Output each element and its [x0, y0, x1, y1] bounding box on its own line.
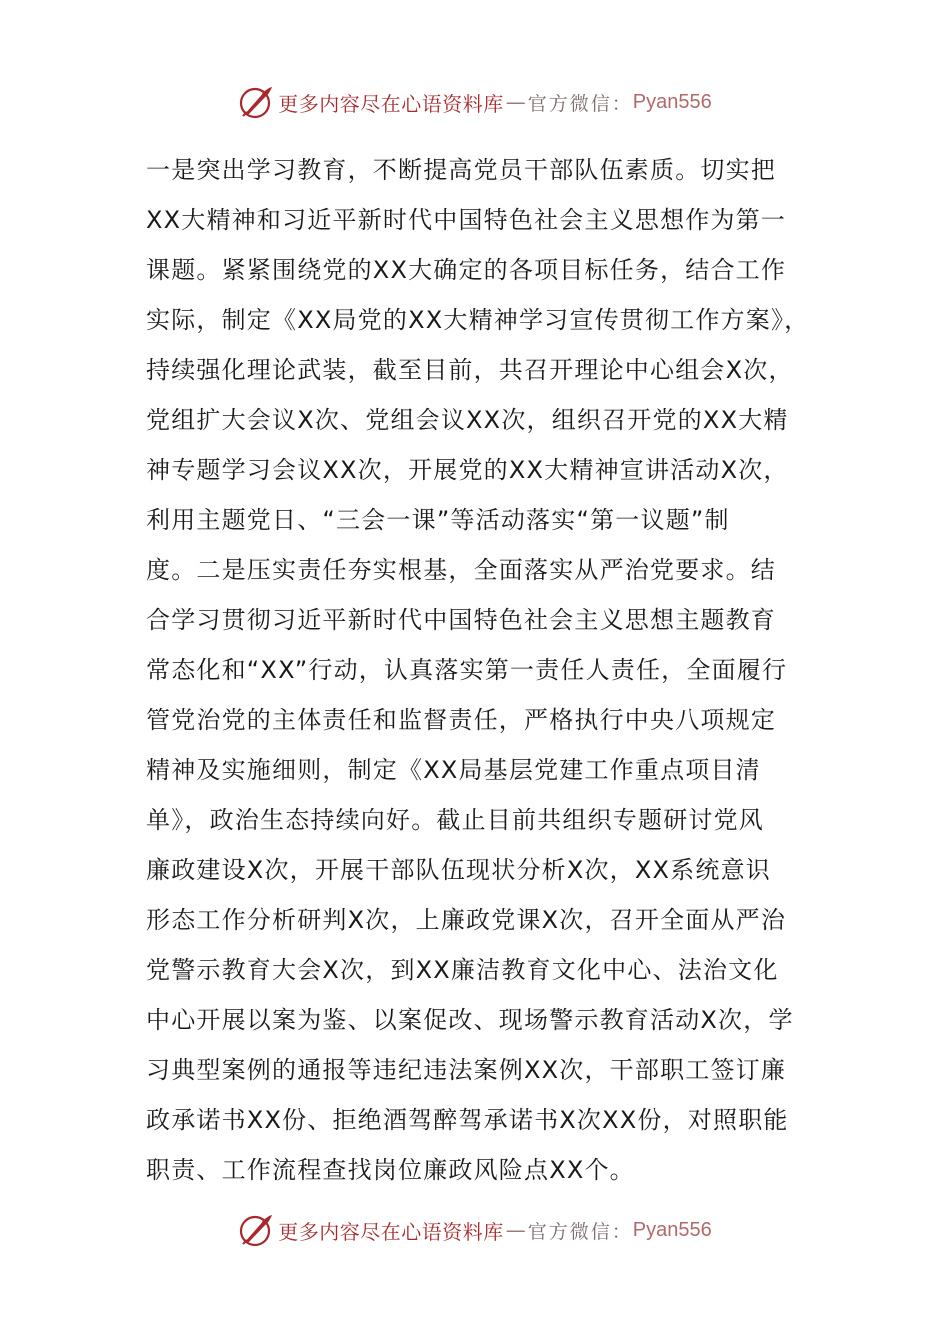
- body-line: 合学习贯彻习近平新时代中国特色社会主义思想主题教育: [146, 606, 776, 634]
- footer-watermark-id: Pyan556: [632, 1218, 712, 1241]
- footer-watermark-sub: 官方微信：: [527, 1220, 633, 1243]
- body-line: 持续强化理论武装，截至目前，共召开理论中心组会X次，: [146, 356, 794, 384]
- footer-watermark-main: 更多内容尽在心语资料库: [278, 1219, 504, 1244]
- header-watermark-id: Pyan556: [632, 90, 712, 113]
- body-line: 党警示教育大会X次，到XX廉洁教育文化中心、法治文化: [146, 956, 779, 984]
- footer-watermark-dash: —: [505, 1218, 526, 1242]
- body-line: 精神及实施细则，制定《XX局基层党建工作重点项目清: [146, 756, 761, 784]
- header-watermark-dash: —: [505, 90, 526, 114]
- body-line: 习典型案例的通报等违纪违法案例XX次，干部职工签订廉: [146, 1056, 787, 1084]
- body-line: 形态工作分析研判X次，上廉政党课X次，召开全面从严治: [146, 906, 787, 934]
- body-line: 政承诺书XX份、拒绝酒驾醉驾承诺书X次XX份，对照职能: [146, 1106, 789, 1134]
- header-watermark-main: 更多内容尽在心语资料库: [278, 91, 504, 116]
- body-line: 课题。紧紧围绕党的XX大确定的各项目标任务，结合工作: [146, 256, 787, 284]
- body-line: XX大精神和习近平新时代中国特色社会主义思想作为第一: [146, 206, 787, 234]
- body-line: 管党治党的主体责任和监督责任，严格执行中央八项规定: [146, 706, 776, 734]
- body-line: 中心开展以案为鉴、以案促改、现场警示教育活动X次，学: [146, 1006, 794, 1034]
- body-line: 单》，政治生态持续向好。截止目前共组织专题研讨党风: [146, 806, 764, 834]
- document-body: [146, 145, 810, 1195]
- quill-logo-icon: [238, 84, 274, 120]
- header-watermark-sub: 官方微信：: [527, 92, 633, 115]
- body-line: 实际，制定《XX局党的XX大精神学习宣传贯彻工作方案》，: [146, 306, 810, 334]
- body-line: 利用主题党日、“三会一课”等活动落实“第一议题”制: [146, 506, 730, 534]
- body-line: 职责、工作流程查找岗位廉政风险点XX个。: [146, 1156, 635, 1184]
- header-watermark-banner: [0, 82, 950, 122]
- body-line: 党组扩大会议X次、党组会议XX次，组织召开党的XX大精: [146, 406, 789, 434]
- body-line: 常态化和“XX”行动，认真落实第一责任人责任，全面履行: [146, 656, 788, 684]
- body-line: 神专题学习会议XX次，开展党的XX大精神宣讲活动X次，: [146, 456, 789, 484]
- body-line: 一是突出学习教育，不断提高党员干部队伍素质。切实把: [146, 156, 776, 184]
- header-watermark-text: [278, 88, 711, 117]
- body-line: 廉政建设X次，开展干部队伍现状分析X次，XX系统意识: [146, 856, 771, 884]
- footer-watermark-text: [278, 1216, 711, 1245]
- quill-logo-icon: [238, 1212, 274, 1248]
- body-line: 度。二是压实责任夯实根基，全面落实从严治党要求。结: [146, 556, 776, 584]
- footer-watermark-banner: [0, 1210, 950, 1250]
